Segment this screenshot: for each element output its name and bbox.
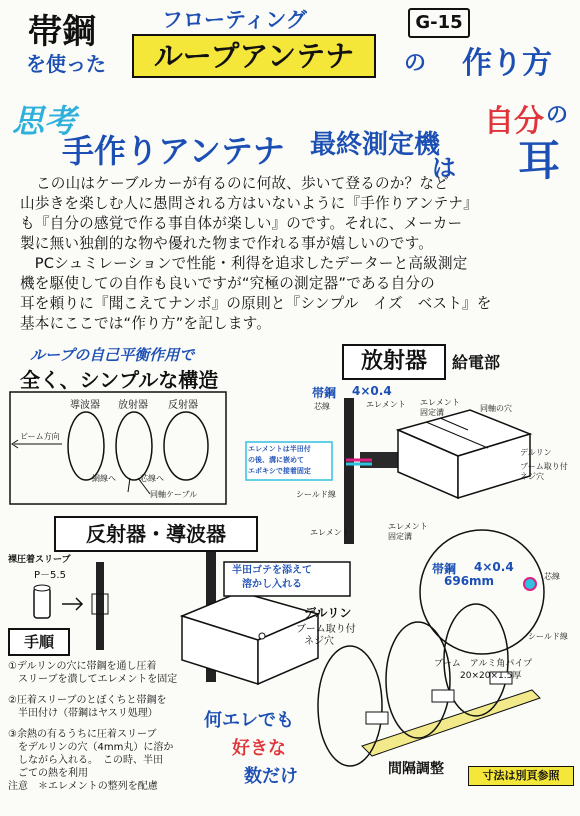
label-director: 導波器 (70, 400, 100, 411)
radiator-shield: シールド線 (296, 490, 336, 499)
loop-caption: ループの自己平衡作用で (30, 346, 195, 364)
procedure-steps (8, 660, 208, 793)
loop-dim-band: 帯鋼 (432, 562, 457, 576)
procedure-step: をデルリンの穴（4mm丸）に溶か (8, 742, 174, 753)
header-no: の (404, 51, 427, 76)
radiator-coax-hole: 同軸の穴 (480, 404, 512, 413)
banner-no: の (546, 103, 569, 128)
radiator-heading-box (342, 344, 446, 380)
boom-label: ブーム アルミ角パイプ (434, 659, 533, 669)
label-reflector: 反射器 (168, 400, 198, 411)
title-band-steel: 帯鋼 (28, 12, 96, 52)
header-tsukurikata: 作り方 (462, 46, 552, 81)
radiator-element: エレメント (366, 400, 406, 409)
intro-line: も『自分の感覚で作る事自体が楽しい』のです。それに、メーカー (20, 215, 463, 232)
procedure-step: ①デルリンの穴に帯鋼を通し圧着 (8, 661, 157, 672)
intro-line: 製に無い独創的な物や優れた物まで作れる事が嬉しいのです。 (20, 235, 434, 252)
procedure-step: ごての熱を利用 (8, 768, 88, 779)
banner-wa: は (432, 154, 456, 182)
procedure-step: しながら入れる。 この時、半田 (8, 755, 163, 766)
slogan-line-3: 数だけ (244, 766, 298, 787)
intro-line: PCシュミレーションで性能・利得を追求したデーターと高級測定 (20, 255, 468, 272)
slogan-line-2: 好きな (232, 738, 286, 759)
procedure-step: 半田付け（帯鋼はヤスリ処理） (8, 708, 158, 719)
reflector-heading-box (54, 516, 258, 552)
radiator-note-line: エレメントは半田付 (248, 445, 311, 453)
procedure-step: ②圧着スリーブのとぼくちと帯鋼を (8, 695, 167, 706)
radiator-note-line: エポキシで接着固定 (248, 467, 311, 475)
slogan-line-1: 何エレでも (204, 710, 294, 731)
intro-line: 基本にここでは“作り方”を記します。 (20, 315, 272, 332)
banner-mimi: 耳 (518, 136, 561, 185)
radiator-core: 芯線 (314, 402, 330, 411)
intro-line: 耳を頼りに『聞こえてナンボ』の原則と『シンプル イズ ベスト』を (20, 295, 492, 312)
loop-dim-band-size: 4×0.4 (474, 560, 514, 574)
intro-line: 山歩きを楽しむ人に愚問される方はいないように『手作りアンテナ』 (20, 195, 479, 212)
reflector-loop (164, 412, 208, 480)
spacing-label: 間隔調整 (388, 761, 444, 777)
procedure-heading: 手順 (23, 633, 54, 651)
banner-saishu: 最終測定機 (310, 130, 441, 160)
sleeve-label: 裸圧着スリーブ (8, 555, 71, 565)
boom-size: 20×20×1.5厚 (460, 671, 522, 681)
radiator-element-2: エレメント (310, 528, 350, 537)
reflector-delrin: デルリン (304, 606, 352, 620)
radiator-band-size: 4×0.4 (352, 384, 392, 398)
radiator-element-fix-2: エレメント 固定溝 (388, 522, 428, 541)
procedure-step: ③余熱の有るうちに圧着スリーブ (8, 729, 157, 740)
label-core: 芯線へ (140, 474, 164, 483)
reflector-boom-screw-line: ネジ穴 (304, 636, 334, 647)
label-braid: 網線へ (92, 474, 116, 483)
radiator-boom-screw: ブーム取り付 ネジ穴 (520, 462, 568, 481)
radiator-element-bar (344, 398, 354, 544)
radiator-feed: 給電部 (452, 353, 501, 372)
banner-jibun: 自分 (484, 104, 544, 139)
label-coax: 同軸ケーブル (150, 490, 198, 499)
loop-heading: 全く、シンプルな構造 (20, 368, 219, 392)
size-note-box (468, 766, 574, 786)
solder-note-line: 半田ゴテを添えて (232, 565, 312, 576)
reflector-boom-screw (296, 624, 356, 648)
subtitle-floating: フローティング (162, 8, 307, 32)
intro-line: この山はケーブルカーが有るのに何故、歩いて登るのか？など (36, 175, 449, 192)
radiator-band: 帯鋼 (312, 386, 337, 400)
solder-note (232, 564, 348, 592)
reflector-boom-screw-line: ブーム取り付 (296, 624, 356, 635)
label-radiator: 放射器 (118, 400, 148, 411)
title-loop-antenna: ループアンテナ (153, 39, 355, 73)
title-band-steel-sub: を使った (26, 52, 106, 76)
loop-dim-shield: シールド線 (528, 632, 568, 641)
solder-note-line: 溶かし入れる (242, 579, 302, 590)
radiator-loop (116, 412, 152, 480)
loop-dim-length: 696mm (444, 574, 495, 588)
code-text: G-15 (415, 12, 463, 33)
sleeve-size: P－5.5 (34, 570, 66, 581)
banner-tedukuri: 手作りアンテナ (62, 132, 285, 170)
procedure-step: 注意 ＊エレメントの整列を配慮 (8, 781, 158, 792)
radiator-element-fix: エレメント 固定溝 (420, 398, 460, 417)
procedure-heading-box (8, 628, 70, 656)
radiator-note-line: の後、溝に嵌めて (248, 456, 304, 464)
procedure-step: スリーブを潰してエレメントを固定 (8, 674, 178, 685)
banner-shikou: 思考 (12, 102, 77, 140)
reflector-heading: 反射器・導波器 (86, 522, 226, 546)
loop-dim-core: 芯線 (544, 572, 560, 581)
radiator-note (248, 444, 332, 477)
director-loop (68, 412, 104, 480)
size-note: 寸法は別頁参照 (482, 769, 560, 782)
label-beam: ビーム方向 (20, 432, 60, 441)
intro-line: 機を駆使しての自作も良いですが“究極の測定器”である自分の (20, 275, 435, 292)
radiator-delrin: デルリン (520, 448, 552, 457)
radiator-heading: 放射器 (360, 349, 427, 374)
